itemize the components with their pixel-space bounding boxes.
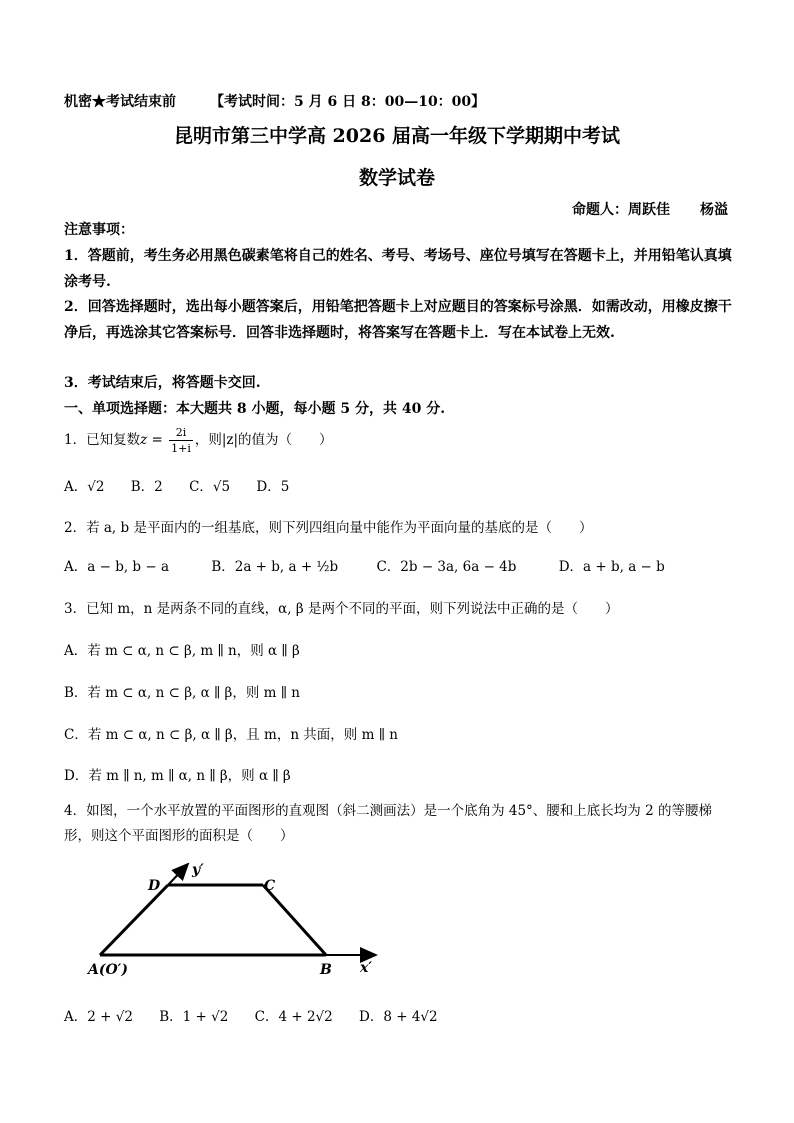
notice-item-1: 1．答题前，考生务必用黑色碳素笔将自己的姓名、考号、考场号、座位号填写在答题卡上，并用铅笔认真填涂考号. [64,248,732,290]
notice-heading: 注意事项： [64,222,134,238]
q1-option-a: A．√2 [64,479,105,495]
authors [572,199,728,219]
question-2-stem: 2．若 a, b 是平面内的一组基底，则下列四组向量中能作为平面向量的基底的是（ ） [64,520,593,536]
label-x-axis: x′ [360,960,373,976]
exam-time: 【考试时间：5 月 6 日 8：00—10：00】 [210,94,486,110]
label-d: D [148,878,161,894]
question-2-options [64,555,687,575]
q2-option-d: D．a + b, a − b [558,559,665,575]
q1-fraction [169,425,193,456]
q1-numerator: 2i [169,425,193,441]
page-subtitle: 数学试卷 [358,167,435,189]
q2-option-c: C．2b − 3a, 6a − 4b [376,559,517,575]
q1-option-c: C．√5 [189,479,231,495]
label-y-axis: y′ [192,862,204,878]
notice-item-3: 3．考试结束后，将答题卡交回. [64,375,261,391]
author-secondary: 杨溢 [700,202,728,218]
q2-option-a: A．a − b, b − a [64,559,170,575]
edge-ad [100,885,168,955]
question-4-options [64,1005,460,1025]
label-c: C [264,878,276,894]
q3-option-d: D．若 m ∥ n, m ∥ α, n ∥ β，则 α ∥ β [64,768,291,784]
q4-figure [80,850,400,980]
question-4-line1: 4．如图，一个水平放置的平面图形的直观图（斜二测画法）是一个底角为 45°、腰和上底长均为 2 的等腰梯 [64,803,712,819]
section-heading: 一、单项选择题：本大题共 8 小题，每小题 5 分，共 40 分. [64,401,446,417]
label-a: A(O′) [88,962,128,978]
q1-option-d: D．5 [256,479,290,495]
y-axis-arrow [168,864,188,885]
q1-z: z = [140,432,163,448]
question-1-stem [64,425,333,456]
edge-cb [263,885,326,955]
question-3-stem: 3．已知 m，n 是两条不同的直线，α, β 是两个不同的平面，则下列说法中正确的是（ ） [64,601,619,617]
confidential-label: 机密★考试结束前 [64,94,176,110]
q4-option-d: D．8 + 4√2 [359,1009,438,1025]
q1-denominator: 1+i [171,442,191,455]
q3-option-c: C．若 m ⊂ α, n ⊂ β, α ∥ β，且 m，n 共面，则 m ∥ n [64,727,398,743]
q2-option-b: B．2a + b, a + ½b [211,559,339,575]
q4-option-c: C．4 + 2√2 [254,1009,333,1025]
q1-post: ，则|z|的值为（ ） [194,432,333,448]
q3-option-b: B．若 m ⊂ α, n ⊂ β, α ∥ β，则 m ∥ n [64,685,300,701]
q4-option-b: B．1 + √2 [159,1009,229,1025]
author-primary: 命题人：周跃佳 [572,202,670,218]
question-4-line2: 形，则这个平面图形的面积是（ ） [64,828,294,844]
exam-header [64,91,485,111]
q1-option-b: B．2 [130,479,163,495]
q1-pre: 1．已知复数 [64,432,141,448]
page-title: 昆明市第三中学高 2026 届高一年级下学期期中考试 [173,125,621,147]
q3-option-a: A．若 m ⊂ α, n ⊂ β, m ∥ n，则 α ∥ β [64,643,300,659]
notice-item-2: 2．回答选择题时，选出每小题答案后，用铅笔把答题卡上对应题目的答案标号涂黑．如需改动，用橡皮擦干净后，再选涂其它答案标号．回答非选择题时，将答案写在答题卡上．写在本试卷上无效. [64,299,732,341]
label-b: B [320,962,332,978]
q4-option-a: A．2 + √2 [64,1009,133,1025]
question-1-options [64,475,311,495]
